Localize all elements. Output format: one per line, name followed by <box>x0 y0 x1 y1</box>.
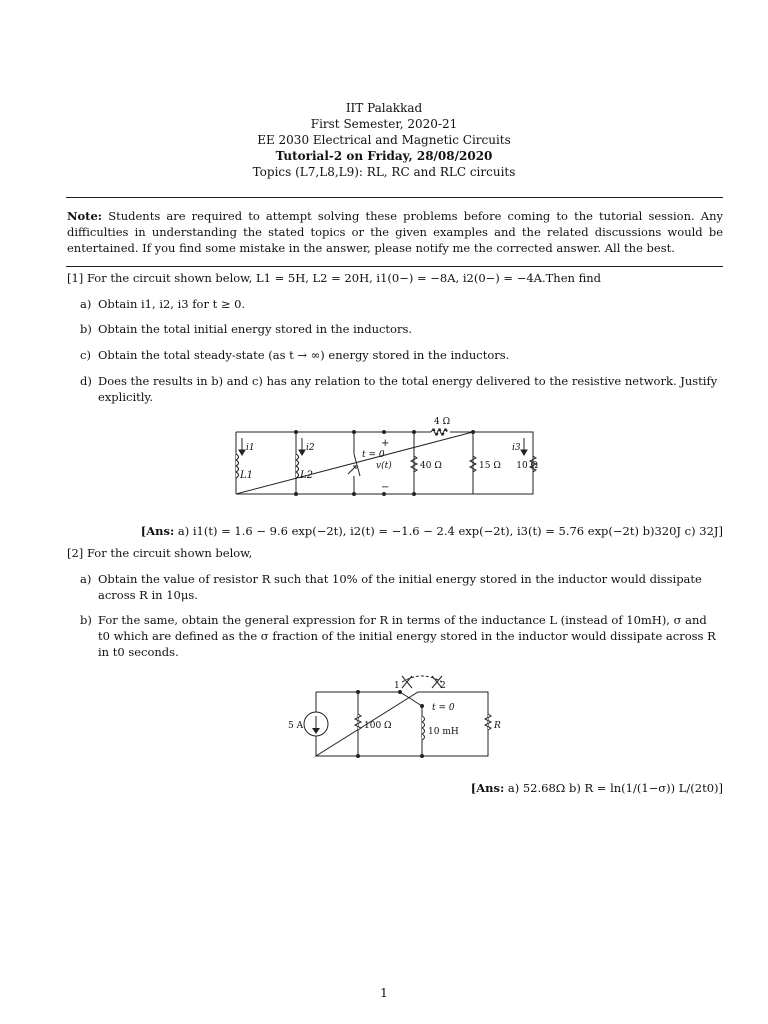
item-label: a) <box>80 297 92 311</box>
q2-intro: [2] For the circuit shown below, <box>67 546 253 560</box>
label-inductor: 10 mH <box>428 727 459 737</box>
item-text: For the same, obtain the general expression for R in terms of the inductance L (instead of 10mH), σ and t0 which are defined as the σ fraction of the initial energy stored in the inductor would dissipate across R in t0 seconds. <box>98 613 716 659</box>
label-switch-time: t = 0 <box>362 450 385 460</box>
label-position-1: 1 <box>394 681 400 691</box>
label-L2: L2 <box>300 470 314 481</box>
label-plus: + <box>381 438 390 449</box>
q1-circuit-diagram <box>228 410 538 500</box>
page-number: 1 <box>380 986 388 1000</box>
note-paragraph <box>67 208 723 256</box>
label-i1: i1 <box>246 443 255 453</box>
label-source: 5 A <box>288 721 304 731</box>
header <box>0 100 768 180</box>
q1-intro: [1] For the circuit shown below, L1 = 5H, L2 = 20H, i1(0−) = −8A, i2(0−) = −4A.Then find <box>67 271 602 285</box>
institute-name: IIT Palakkad <box>345 101 423 115</box>
item-text: Obtain the total steady-state (as t → ∞) energy stored in the inductors. <box>98 348 510 362</box>
label-resistor-r: R <box>494 721 501 731</box>
course-title: EE 2030 Electrical and Magnetic Circuits <box>257 133 511 147</box>
q1-item-d <box>80 373 723 405</box>
q1-item-b <box>80 321 723 337</box>
label-voltage: v(t) <box>376 461 392 471</box>
semester: First Semester, 2020-21 <box>310 117 458 131</box>
item-label: b) <box>80 322 92 336</box>
item-text: Obtain the value of resistor R such that 10% of the initial energy stored in the inductor would dissipate across R in 10μs. <box>98 572 702 602</box>
label-L1: L1 <box>240 470 254 481</box>
item-label: c) <box>80 348 91 362</box>
item-text: Does the results in b) and c) has any relation to the total energy delivered to the resistive network. Justify explicitly. <box>98 374 718 404</box>
label-r10: 10 Ω <box>516 461 538 471</box>
q2-answer <box>471 780 723 796</box>
item-label: a) <box>80 572 92 586</box>
item-label: d) <box>80 374 92 388</box>
q2-circuit-diagram <box>282 668 508 763</box>
item-text: Obtain i1, i2, i3 for t ≥ 0. <box>98 297 246 311</box>
note-label: Note: <box>67 209 103 223</box>
label-minus: − <box>381 482 390 493</box>
item-label: b) <box>80 613 92 627</box>
answer-text: a) 52.68Ω b) R = ln(1/(1−σ)) L/(2t0)] <box>507 781 723 795</box>
label-r40: 40 Ω <box>420 461 442 471</box>
q1-answer <box>141 523 723 539</box>
topics: Topics (L7,L8,L9): RL, RC and RLC circuits <box>252 165 516 179</box>
q1-item-c <box>80 347 723 363</box>
q2-item-a <box>80 571 723 603</box>
item-text: Obtain the total initial energy stored in the inductors. <box>98 322 413 336</box>
q1-item-a <box>80 296 723 312</box>
q2-item-b <box>80 612 723 660</box>
answer-text: a) i1(t) = 1.6 − 9.6 exp(−2t), i2(t) = −1.6 − 2.4 exp(−2t), i3(t) = 5.76 exp(−2t) b)320J c) 32J] <box>177 524 723 538</box>
divider-top <box>66 197 723 198</box>
note-text: Students are required to attempt solving these problems before coming to the tutorial session. Any difficulties in understanding the stated topics or the given examples and the related discussions would be entertained. If you find some mistake in the answer, please notify me the corrected answer. All the best. <box>67 209 724 255</box>
tutorial-title: Tutorial-2 on Friday, 28/08/2020 <box>275 149 493 163</box>
answer-label: [Ans: <box>140 524 175 538</box>
divider-bottom <box>66 266 723 267</box>
label-switch-time: t = 0 <box>432 703 455 713</box>
label-r4: 4 Ω <box>434 417 451 427</box>
label-r15: 15 Ω <box>479 461 501 471</box>
label-r100: 100 Ω <box>364 721 392 731</box>
label-i3: i3 <box>512 443 521 453</box>
label-i2: i2 <box>306 443 315 453</box>
label-position-2: 2 <box>440 681 446 691</box>
answer-label: [Ans: <box>470 781 505 795</box>
